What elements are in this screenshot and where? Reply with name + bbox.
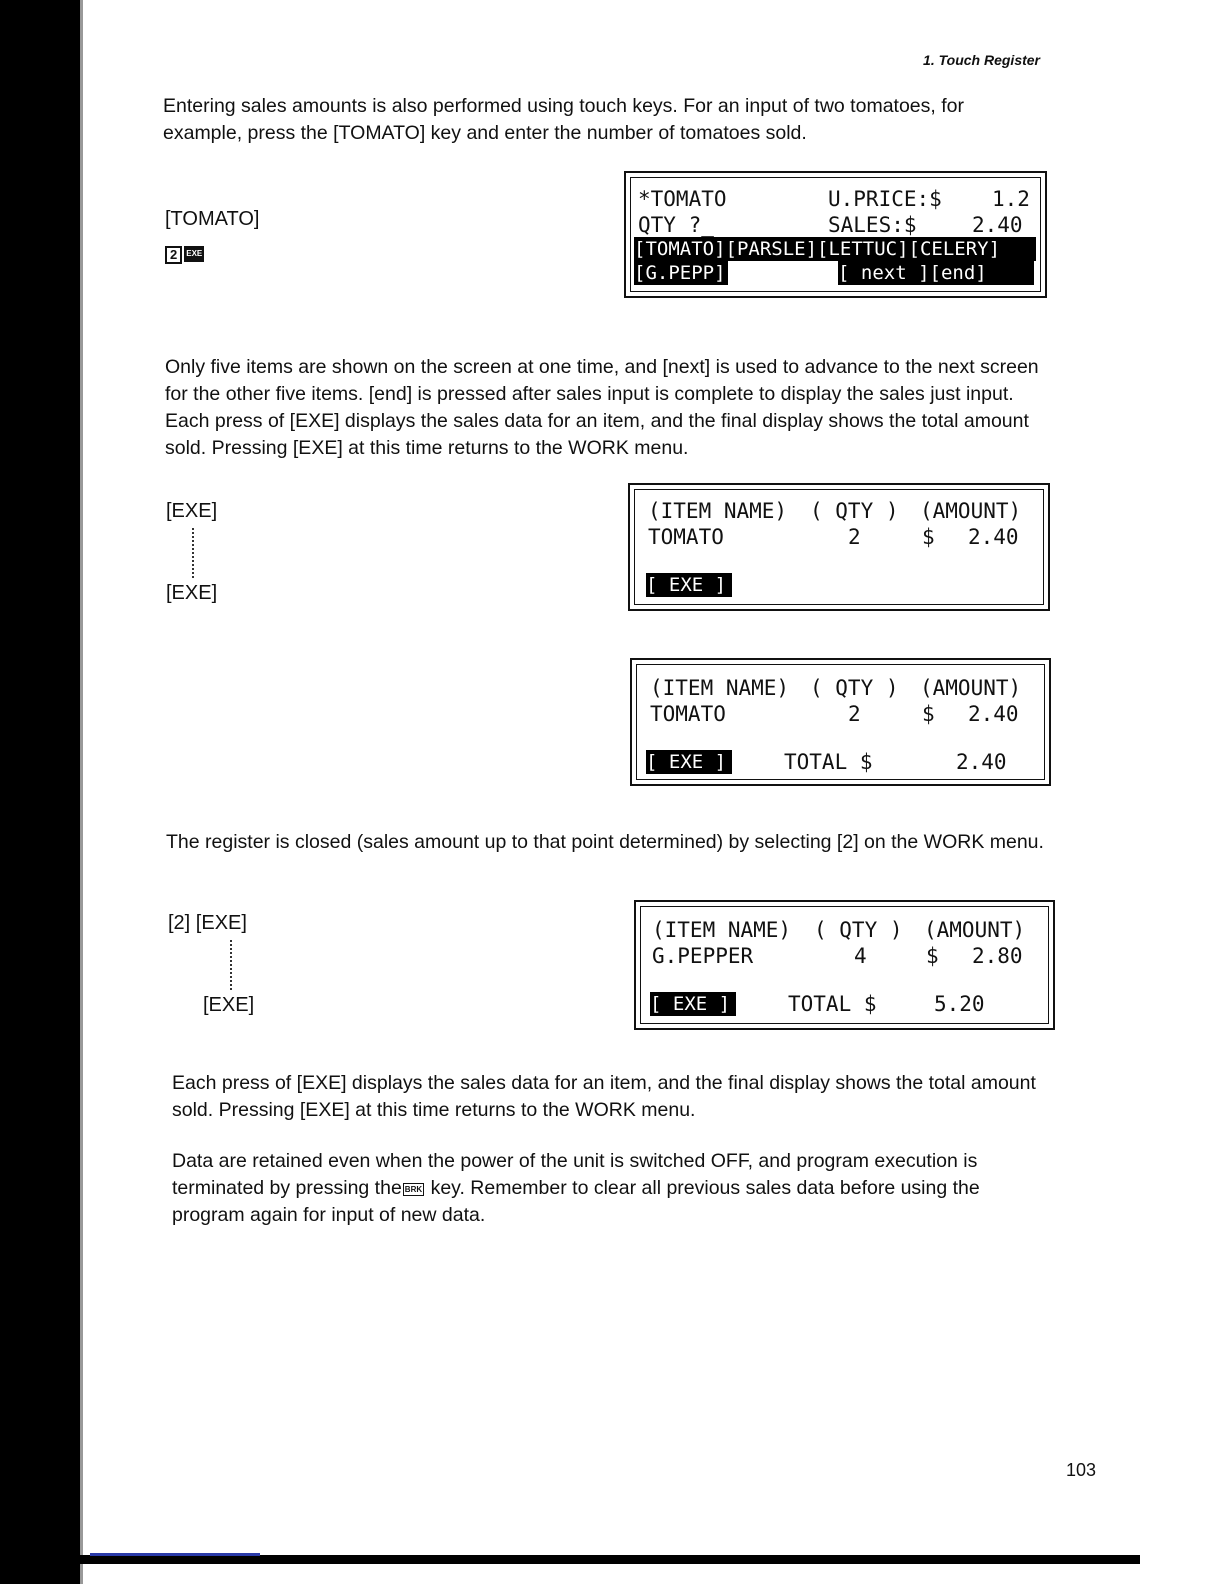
step2-key-top: [EXE] [166, 500, 218, 522]
paragraph-data-retained [172, 1148, 1057, 1229]
item-name-header: (ITEM NAME) [652, 918, 792, 942]
step2-key-bottom: [EXE] [166, 582, 218, 604]
item-name-value: TOMATO [648, 525, 724, 549]
amount-value: 2.40 [968, 702, 1019, 726]
scan-left-border [0, 0, 80, 1584]
running-head: 1. Touch Register [923, 52, 1040, 68]
brk-key-icon: BRK [404, 1185, 423, 1194]
lcd-screen-sales-item [628, 483, 1050, 611]
lcd-data-row [644, 702, 1037, 726]
amount-header: (AMOUNT) [920, 499, 1022, 523]
p5-text-after: key. Remember to clear all previous sales data before using the program again for input of new data. [172, 1177, 980, 1226]
step3-key-top: [2] [EXE] [168, 912, 247, 934]
total-label: TOTAL $ [784, 750, 873, 774]
digit-2-key-icon: 2 [165, 246, 182, 264]
scan-left-border-edge [80, 0, 83, 1584]
amount-value: 2.80 [972, 944, 1023, 968]
paragraph-touch-keys: Entering sales amounts is also performed using touch keys. For an input of two tomatoes, for example, press the [TOMATO] key and enter the number of tomatoes sold. [163, 95, 964, 144]
total-value: 5.20 [934, 992, 985, 1016]
sales-value: 2.40 [972, 213, 1023, 237]
item-name-header: (ITEM NAME) [650, 676, 790, 700]
paragraph-register-closed: The register is closed (sales amount up to that point determined) by selecting [2] on the WORK menu. [166, 831, 1044, 853]
softkey-exe[interactable]: [ EXE ] [650, 992, 736, 1016]
amount-value: 2.40 [968, 525, 1019, 549]
unit-price-label: U.PRICE:$ [828, 187, 942, 211]
total-value: 2.40 [956, 750, 1007, 774]
step3-repeat-dots [230, 940, 232, 990]
currency-symbol: $ [922, 525, 935, 549]
lcd-header-row [648, 918, 1041, 942]
qty-header: ( QTY ) [814, 918, 903, 942]
qty-header: ( QTY ) [810, 676, 899, 700]
softkey-exe[interactable]: [ EXE ] [646, 750, 732, 774]
amount-header: (AMOUNT) [920, 676, 1022, 700]
currency-symbol: $ [922, 702, 935, 726]
step1-keys [165, 246, 204, 264]
softkey-g-pepp[interactable]: [G.PEPP] [634, 261, 728, 285]
lcd-row-qty-sales [638, 213, 1033, 237]
softkey-menu-row-1[interactable]: [TOMATO][PARSLE][LETTUC][CELERY] [634, 237, 1036, 261]
lcd-header-row [644, 676, 1037, 700]
qty-value: 4 [854, 944, 867, 968]
scan-bottom-accent [90, 1553, 260, 1556]
exe-key-icon: EXE [184, 246, 204, 262]
qty-header: ( QTY ) [810, 499, 899, 523]
total-label: TOTAL $ [788, 992, 877, 1016]
amount-header: (AMOUNT) [924, 918, 1026, 942]
lcd-row-item-price [638, 187, 1033, 211]
step2-repeat-dots [192, 528, 194, 578]
qty-value: 2 [848, 525, 861, 549]
lcd-total-row [648, 992, 1041, 1016]
unit-price-value: 1.2 [992, 187, 1030, 211]
p5-text-before: Data are retained even when the power of the unit is switched OFF, and program execution is terminated by pressing the [172, 1150, 978, 1199]
qty-prompt: QTY ?_ [638, 213, 714, 237]
selected-item: *TOMATO [638, 187, 727, 211]
paragraph-next-end: Only five items are shown on the screen at one time, and [next] is used to advance to the next screen for the other five items. [end] is pressed after sales input is complete to display the sales just input. Each press of [EXE] displays the sales data for an item, and the final display shows the total amount sold. Pressing [EXE] at this time returns to the WORK menu. [165, 356, 1039, 459]
scan-bottom-border [80, 1555, 1140, 1564]
item-name-value: G.PEPPER [652, 944, 754, 968]
lcd-header-row [642, 499, 1036, 523]
lcd-total-row [644, 750, 1037, 774]
lcd-data-row [648, 944, 1041, 968]
qty-value: 2 [848, 702, 861, 726]
step3-key-bottom: [EXE] [203, 994, 255, 1016]
currency-symbol: $ [926, 944, 939, 968]
paragraph-exe-total: Each press of [EXE] displays the sales data for an item, and the final display shows the total amount sold. Pressing [EXE] at this time returns to the WORK menu. [172, 1072, 1036, 1121]
page-number: 103 [1066, 1460, 1097, 1480]
lcd-screen-tomato-entry [624, 171, 1047, 298]
softkey-exe[interactable]: [ EXE ] [646, 573, 732, 597]
lcd-screen-sales-total [630, 658, 1051, 786]
lcd-data-row [642, 525, 1036, 549]
lcd-screen-close-total [634, 900, 1055, 1030]
sales-label: SALES:$ [828, 213, 917, 237]
step1-key-label: [TOMATO] [165, 208, 260, 230]
item-name-header: (ITEM NAME) [648, 499, 788, 523]
item-name-value: TOMATO [650, 702, 726, 726]
softkey-next-end[interactable]: [ next ][end] [838, 261, 1034, 285]
